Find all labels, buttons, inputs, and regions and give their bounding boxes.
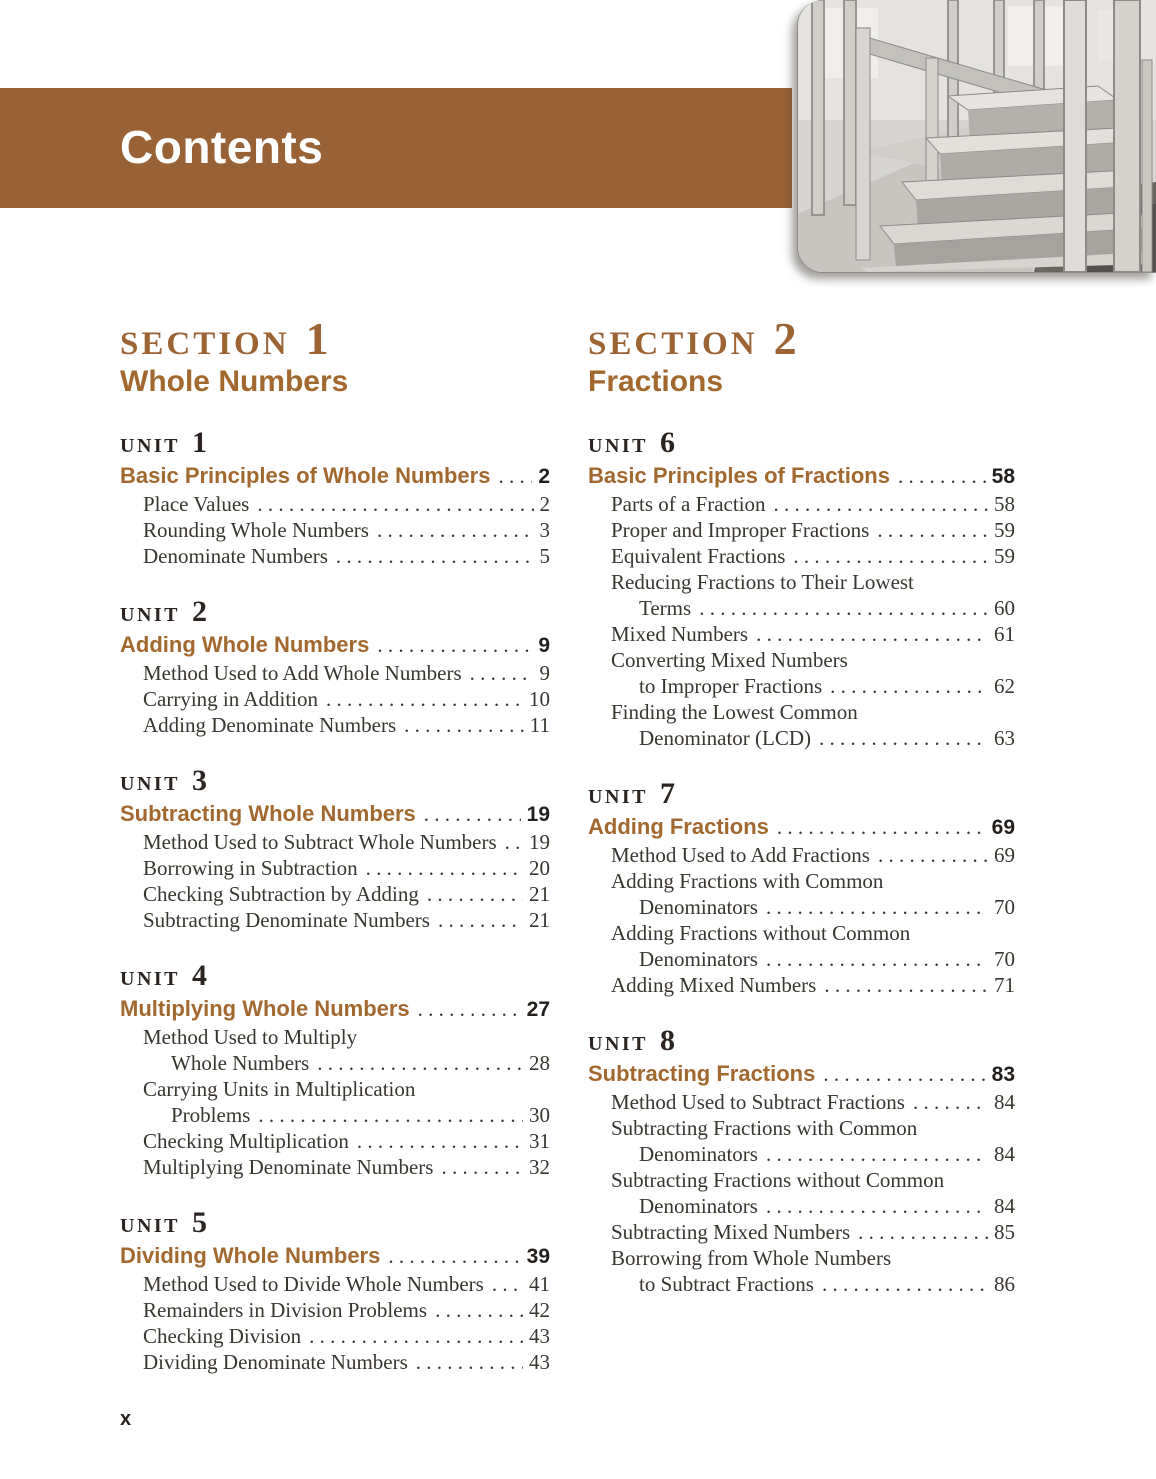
toc-entry-row xyxy=(611,517,1015,543)
unit-kicker-row xyxy=(588,776,1015,810)
unit-entries xyxy=(120,660,550,738)
dot-leader xyxy=(388,1244,520,1269)
toc-unit xyxy=(120,425,550,569)
unit-kicker: UNIT xyxy=(120,772,181,795)
entry-page-number: 28 xyxy=(529,1050,550,1075)
entry-title: Method Used to Add Whole Numbers xyxy=(143,660,462,685)
entry-page-number: 21 xyxy=(529,907,550,932)
dot-leader xyxy=(441,1154,523,1180)
toc-entry-row xyxy=(611,842,1015,868)
unit-kicker: UNIT xyxy=(588,785,649,808)
entry-title: Subtracting Denominate Numbers xyxy=(143,907,430,932)
entry-page-number: 43 xyxy=(529,1349,550,1374)
unit-kicker-row xyxy=(120,425,550,459)
dot-leader xyxy=(756,621,988,647)
entry-page-number: 42 xyxy=(529,1297,550,1322)
entry-page-number: 60 xyxy=(994,595,1015,620)
unit-entries xyxy=(120,1271,550,1375)
unit-page-number: 9 xyxy=(538,633,550,657)
entry-title-line2: Denominator (LCD) xyxy=(639,725,812,750)
toc-entry xyxy=(120,686,550,712)
toc-entry xyxy=(588,1115,1015,1167)
toc-entry xyxy=(588,1219,1015,1245)
entry-title: Proper and Improper Fractions xyxy=(611,517,870,542)
unit-page-number: 39 xyxy=(526,1244,550,1268)
toc-entry-row xyxy=(611,725,1015,751)
unit-kicker-row xyxy=(120,763,550,797)
entry-title-line2: Denominators xyxy=(639,1193,758,1218)
entry-title: Remainders in Division Problems xyxy=(143,1297,428,1322)
section-number: 1 xyxy=(305,313,329,364)
toc-unit xyxy=(120,594,550,738)
unit-entries xyxy=(120,829,550,933)
staircase-photo xyxy=(797,0,1156,273)
unit-title: Basic Principles of Fractions xyxy=(588,462,890,488)
entry-page-number: 32 xyxy=(529,1154,550,1179)
unit-number: 6 xyxy=(660,425,676,459)
dot-leader xyxy=(822,1271,988,1297)
toc-entry xyxy=(120,907,550,933)
toc-entry-row xyxy=(143,1349,550,1375)
entry-title: Checking Subtraction by Adding xyxy=(143,881,419,906)
dot-leader xyxy=(336,543,534,569)
dot-leader xyxy=(404,712,524,738)
entry-page-number: 9 xyxy=(539,660,550,685)
dot-leader xyxy=(438,907,523,933)
unit-number: 7 xyxy=(660,776,676,810)
unit-kicker: UNIT xyxy=(588,434,649,457)
toc-entry-row xyxy=(611,946,1015,972)
dot-leader xyxy=(498,464,532,489)
entry-title-line2: to Subtract Fractions xyxy=(639,1271,814,1296)
entry-page-number: 43 xyxy=(529,1323,550,1348)
entry-page-number: 10 xyxy=(529,686,550,711)
section-title: Whole Numbers xyxy=(120,365,349,398)
entry-page-number: 11 xyxy=(529,712,550,737)
entry-title-line1: Method Used to Multiply xyxy=(143,1024,358,1049)
toc-entry xyxy=(120,1024,550,1076)
toc-entry xyxy=(120,829,550,855)
unit-kicker-row xyxy=(588,425,1015,459)
toc-entry xyxy=(588,1167,1015,1219)
entry-page-number: 31 xyxy=(529,1128,550,1153)
unit-title: Subtracting Fractions xyxy=(588,1060,816,1086)
unit-title-row xyxy=(588,814,1015,840)
unit-title: Dividing Whole Numbers xyxy=(120,1242,381,1268)
entry-title-line1: Subtracting Fractions without Common xyxy=(611,1167,945,1192)
dot-leader xyxy=(366,855,523,881)
unit-entries xyxy=(588,1089,1015,1297)
dot-leader xyxy=(830,673,988,699)
entry-page-number: 84 xyxy=(994,1141,1015,1166)
entry-title-line1: Reducing Fractions to Their Lowest xyxy=(611,569,914,594)
unit-number: 3 xyxy=(192,763,208,797)
unit-title-row xyxy=(120,801,550,827)
entry-title: Dividing Denominate Numbers xyxy=(143,1349,408,1374)
dot-leader xyxy=(793,543,988,569)
section-units xyxy=(588,425,1015,1297)
unit-number: 4 xyxy=(192,958,208,992)
toc-entry-row xyxy=(143,517,550,543)
toc-entry xyxy=(588,491,1015,517)
entry-page-number: 84 xyxy=(994,1089,1015,1114)
toc-entry-row xyxy=(143,1128,550,1154)
entry-title: Method Used to Add Fractions xyxy=(611,842,870,867)
section-number: 2 xyxy=(773,313,797,364)
dot-leader xyxy=(878,842,988,868)
dot-leader xyxy=(823,1062,985,1087)
entry-title-line1: Finding the Lowest Common xyxy=(611,699,858,724)
toc-entry xyxy=(120,491,550,517)
toc-entry xyxy=(120,660,550,686)
toc-unit xyxy=(588,425,1015,751)
toc-entry-row xyxy=(143,686,550,712)
unit-kicker-row xyxy=(120,958,550,992)
dot-leader xyxy=(424,802,521,827)
entry-title: Adding Mixed Numbers xyxy=(611,972,817,997)
toc-entry xyxy=(588,699,1015,751)
toc-unit xyxy=(588,776,1015,998)
toc-entry xyxy=(120,1323,550,1349)
entry-page-number: 19 xyxy=(529,829,550,854)
entry-title-line2: Problems xyxy=(171,1102,251,1127)
toc-section xyxy=(588,313,1015,1297)
unit-entries xyxy=(588,491,1015,751)
entry-title-line2: to Improper Fractions xyxy=(639,673,823,698)
toc-unit xyxy=(120,763,550,933)
toc-entry xyxy=(588,1245,1015,1297)
section-kicker-row xyxy=(120,313,550,364)
toc-entry xyxy=(588,647,1015,699)
toc-entry-row xyxy=(143,855,550,881)
toc-entry xyxy=(588,920,1015,972)
unit-kicker: UNIT xyxy=(120,434,181,457)
entry-title-line2: Terms xyxy=(639,595,692,620)
section-heading xyxy=(120,313,550,400)
dot-leader xyxy=(819,725,988,751)
entry-title: Equivalent Fractions xyxy=(611,543,786,568)
toc-entry-row xyxy=(611,673,1015,699)
entry-page-number: 21 xyxy=(529,881,550,906)
toc-unit xyxy=(120,1205,550,1375)
entry-page-number: 58 xyxy=(994,491,1015,516)
toc-entry-row xyxy=(143,660,550,686)
unit-number: 5 xyxy=(192,1205,208,1239)
entry-title: Adding Denominate Numbers xyxy=(143,712,397,737)
entry-page-number: 41 xyxy=(529,1271,550,1296)
dot-leader xyxy=(416,1349,523,1375)
entry-page-number: 70 xyxy=(994,894,1015,919)
page-title: Contents xyxy=(120,121,324,173)
toc-entry xyxy=(120,543,550,569)
entry-title: Method Used to Subtract Whole Numbers xyxy=(143,829,497,854)
dot-leader xyxy=(777,815,986,840)
entry-title: Borrowing in Subtraction xyxy=(143,855,358,880)
entry-page-number: 62 xyxy=(994,673,1015,698)
section-title: Fractions xyxy=(588,365,724,398)
entry-title-line1: Converting Mixed Numbers xyxy=(611,647,848,672)
dot-leader xyxy=(766,1193,988,1219)
dot-leader xyxy=(326,686,523,712)
unit-number: 2 xyxy=(192,594,208,628)
dot-leader xyxy=(317,1050,523,1076)
unit-page-number: 58 xyxy=(991,464,1015,488)
unit-title: Basic Principles of Whole Numbers xyxy=(120,462,491,488)
unit-number: 8 xyxy=(660,1023,676,1057)
unit-number: 1 xyxy=(192,425,208,459)
toc-entry xyxy=(120,517,550,543)
toc-entry-row xyxy=(611,1089,1015,1115)
toc-entry-row xyxy=(143,1102,550,1128)
dot-leader xyxy=(257,491,533,517)
unit-title-row xyxy=(120,996,550,1022)
unit-title-row xyxy=(120,1243,550,1269)
entry-page-number: 61 xyxy=(994,621,1015,646)
unit-kicker-row xyxy=(120,594,550,628)
unit-entries xyxy=(120,1024,550,1180)
unit-entries xyxy=(588,842,1015,998)
toc-entry xyxy=(588,517,1015,543)
toc-entry xyxy=(588,621,1015,647)
entry-title-line2: Denominators xyxy=(639,946,758,971)
section-units xyxy=(120,425,550,1375)
unit-page-number: 27 xyxy=(526,997,550,1021)
unit-page-number: 69 xyxy=(991,815,1015,839)
dot-leader xyxy=(435,1297,523,1323)
toc-entry-row xyxy=(143,1050,550,1076)
unit-title-row xyxy=(120,463,550,489)
toc-column-left xyxy=(120,313,550,1375)
unit-title: Multiplying Whole Numbers xyxy=(120,995,410,1021)
entry-page-number: 59 xyxy=(994,543,1015,568)
entry-page-number: 69 xyxy=(994,842,1015,867)
entry-title: Checking Division xyxy=(143,1323,302,1348)
toc-entry xyxy=(588,1089,1015,1115)
toc-entry-row xyxy=(143,881,550,907)
toc-entry-row xyxy=(143,491,550,517)
toc-entry-row xyxy=(611,491,1015,517)
entry-title: Rounding Whole Numbers xyxy=(143,517,369,542)
entry-title-line1: Carrying Units in Multiplication xyxy=(143,1076,416,1101)
unit-title-row xyxy=(588,463,1015,489)
unit-page-number: 19 xyxy=(526,802,550,826)
toc-entry xyxy=(120,1154,550,1180)
dot-leader xyxy=(766,1141,988,1167)
toc-entry-row xyxy=(611,1193,1015,1219)
staircase-photo-graphic xyxy=(798,0,1156,272)
entry-title: Denominate Numbers xyxy=(143,543,328,568)
toc-entry xyxy=(120,1271,550,1297)
entry-page-number: 59 xyxy=(994,517,1015,542)
toc-entry-row xyxy=(143,712,550,738)
unit-title: Subtracting Whole Numbers xyxy=(120,800,416,826)
entry-title-line2: Denominators xyxy=(639,1141,758,1166)
dot-leader xyxy=(766,894,988,920)
unit-title: Adding Whole Numbers xyxy=(120,631,370,657)
toc-entry xyxy=(588,842,1015,868)
toc-entry-row xyxy=(611,595,1015,621)
toc-entry-row xyxy=(143,1297,550,1323)
toc-entry xyxy=(120,1349,550,1375)
entry-page-number: 63 xyxy=(994,725,1015,750)
dot-leader xyxy=(877,517,988,543)
section-kicker: SECTION xyxy=(588,326,758,362)
toc-entry xyxy=(588,868,1015,920)
entry-title: Place Values xyxy=(143,491,250,516)
entry-title-line1: Adding Fractions with Common xyxy=(611,868,884,893)
entry-title-line1: Subtracting Fractions with Common xyxy=(611,1115,918,1140)
dot-leader xyxy=(357,1128,523,1154)
unit-title: Adding Fractions xyxy=(588,813,769,839)
dot-leader xyxy=(766,946,988,972)
entry-title: Multiplying Denominate Numbers xyxy=(143,1154,434,1179)
entry-title-line2: Denominators xyxy=(639,894,758,919)
dot-leader xyxy=(699,595,988,621)
entry-page-number: 3 xyxy=(539,517,550,542)
entry-page-number: 30 xyxy=(529,1102,550,1127)
toc-entry-row xyxy=(143,829,550,855)
unit-page-number: 83 xyxy=(991,1062,1015,1086)
dot-leader xyxy=(492,1271,523,1297)
toc-unit xyxy=(120,958,550,1180)
unit-kicker: UNIT xyxy=(120,1214,181,1237)
page-number: x xyxy=(120,1408,132,1430)
toc-entry xyxy=(120,1297,550,1323)
toc-entry xyxy=(588,972,1015,998)
entry-title: Method Used to Subtract Fractions xyxy=(611,1089,905,1114)
unit-kicker-row xyxy=(120,1205,550,1239)
dot-leader xyxy=(377,633,532,658)
section-kicker: SECTION xyxy=(120,326,290,362)
entry-page-number: 70 xyxy=(994,946,1015,971)
entry-title-line1: Borrowing from Whole Numbers xyxy=(611,1245,892,1270)
unit-kicker: UNIT xyxy=(120,603,181,626)
dot-leader xyxy=(913,1089,988,1115)
section-kicker-row xyxy=(588,313,1015,364)
toc-entry-row xyxy=(143,1271,550,1297)
entry-title-line1: Adding Fractions without Common xyxy=(611,920,911,945)
toc-entry-row xyxy=(611,972,1015,998)
toc-entry-row xyxy=(143,1323,550,1349)
entry-title: Parts of a Fraction xyxy=(611,491,766,516)
entry-title: Mixed Numbers xyxy=(611,621,749,646)
toc-entry xyxy=(120,881,550,907)
entry-title: Method Used to Divide Whole Numbers xyxy=(143,1271,484,1296)
dot-leader xyxy=(309,1323,523,1349)
dot-leader xyxy=(774,491,988,517)
unit-page-number: 2 xyxy=(538,464,550,488)
toc-entry-row xyxy=(143,1154,550,1180)
toc-entry-row xyxy=(611,543,1015,569)
dot-leader xyxy=(898,464,986,489)
toc-entry xyxy=(588,543,1015,569)
toc-entry xyxy=(120,1128,550,1154)
dot-leader xyxy=(377,517,534,543)
dot-leader xyxy=(858,1219,988,1245)
entry-page-number: 85 xyxy=(994,1219,1015,1244)
unit-kicker: UNIT xyxy=(588,1032,649,1055)
entry-page-number: 5 xyxy=(539,543,550,568)
contents-header-bar xyxy=(0,88,792,208)
toc-entry-row xyxy=(611,1141,1015,1167)
toc-entry-row xyxy=(611,894,1015,920)
entry-page-number: 2 xyxy=(539,491,550,516)
entry-title: Checking Multiplication xyxy=(143,1128,349,1153)
toc-entry-row xyxy=(611,1271,1015,1297)
toc-unit xyxy=(588,1023,1015,1297)
entry-page-number: 86 xyxy=(994,1271,1015,1296)
unit-kicker-row xyxy=(588,1023,1015,1057)
toc-entry xyxy=(588,569,1015,621)
unit-title-row xyxy=(120,632,550,658)
entry-title: Carrying in Addition xyxy=(143,686,318,711)
entry-page-number: 84 xyxy=(994,1193,1015,1218)
dot-leader xyxy=(824,972,988,998)
toc-entry-row xyxy=(611,1219,1015,1245)
entry-title-line2: Whole Numbers xyxy=(171,1050,310,1075)
toc-entry-row xyxy=(143,543,550,569)
toc-section xyxy=(120,313,550,1375)
toc-entry xyxy=(120,712,550,738)
dot-leader xyxy=(427,881,523,907)
entry-page-number: 71 xyxy=(994,972,1015,997)
entry-title: Subtracting Mixed Numbers xyxy=(611,1219,851,1244)
toc-column-right xyxy=(588,313,1015,1297)
dot-leader xyxy=(470,660,534,686)
unit-entries xyxy=(120,491,550,569)
dot-leader xyxy=(505,829,523,855)
dot-leader xyxy=(418,997,521,1022)
toc-entry-row xyxy=(143,907,550,933)
toc-entry-row xyxy=(611,621,1015,647)
toc-entry xyxy=(120,855,550,881)
section-heading xyxy=(588,313,1015,400)
dot-leader xyxy=(258,1102,523,1128)
toc-entry xyxy=(120,1076,550,1128)
unit-kicker: UNIT xyxy=(120,967,181,990)
unit-title-row xyxy=(588,1061,1015,1087)
entry-page-number: 20 xyxy=(529,855,550,880)
